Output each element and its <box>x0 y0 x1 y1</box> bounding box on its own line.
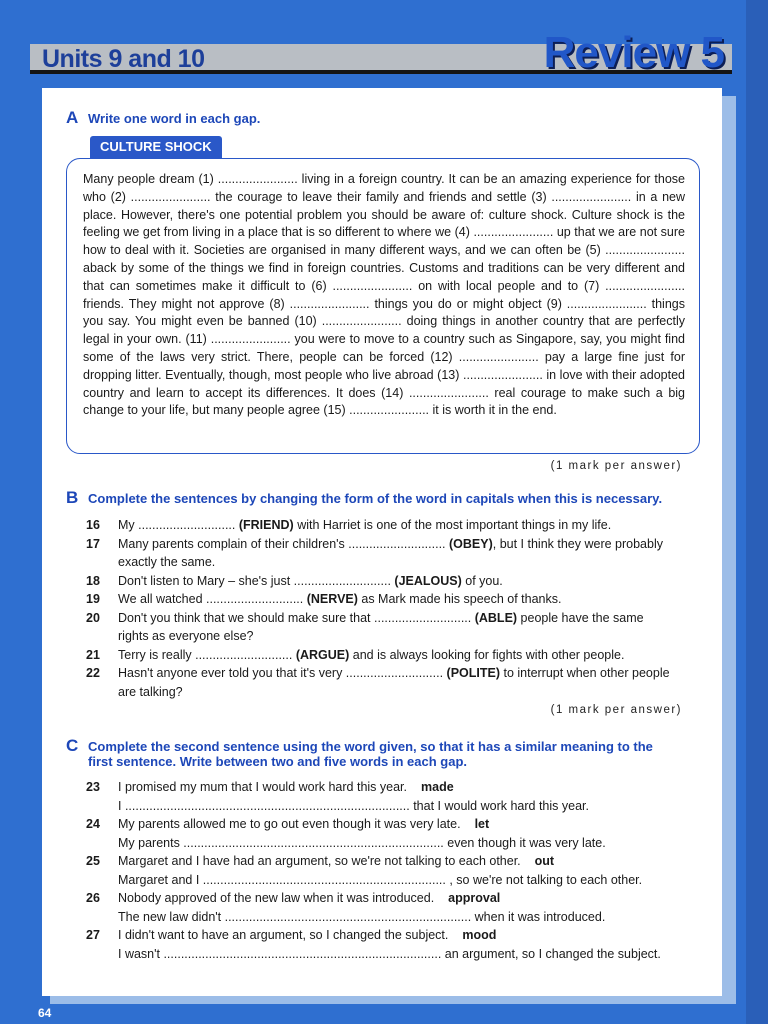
first-sentence: My parents allowed me to go out even though it was very late. <box>118 817 461 831</box>
transformation-item <box>86 815 676 852</box>
first-sentence-line <box>118 778 676 797</box>
page-shadow-bottom <box>50 996 736 1004</box>
section-c-heading <box>66 736 706 769</box>
section-c-items <box>86 778 676 963</box>
item-sentence <box>118 590 676 609</box>
first-sentence-line <box>118 852 676 871</box>
sentence-start: We all watched ............................ <box>118 592 307 606</box>
sentence-end: with Harriet is one of the most important things in my life. <box>293 518 612 532</box>
item-sentence <box>118 516 676 535</box>
page-number: 64 <box>38 1006 52 1020</box>
item-number: 21 <box>86 647 100 662</box>
exercise-item <box>86 590 676 609</box>
item-number: 17 <box>86 536 100 551</box>
passage-title-tab: CULTURE SHOCK <box>90 136 222 158</box>
item-number: 24 <box>86 817 100 831</box>
capital-word: (POLITE) <box>446 666 500 680</box>
item-sentence <box>118 535 676 572</box>
item-sentence <box>118 664 676 701</box>
capital-word: (FRIEND) <box>238 518 294 532</box>
first-sentence: I didn't want to have an argument, so I changed the subject. <box>118 928 449 942</box>
page-shadow-right <box>722 96 736 998</box>
key-word: out <box>534 854 555 868</box>
section-b-heading <box>66 488 662 508</box>
second-sentence: I .................................................................................. that I would work hard this year. <box>118 798 589 813</box>
item-body <box>118 815 676 852</box>
sentence-start: Don't listen to Mary – she's just ............................ <box>118 573 395 588</box>
first-sentence: Nobody approved of the new law when it was introduced. <box>118 891 435 905</box>
sentence-start: Don't you think that we should make sure that ............................ <box>118 610 475 625</box>
sentence-end: of you. <box>461 573 503 588</box>
capital-word: (OBEY) <box>449 536 493 551</box>
section-b-items <box>86 516 676 701</box>
item-body <box>118 852 676 889</box>
sentence-end: people have the same rights as everyone else? <box>118 610 644 643</box>
key-word: made <box>421 780 454 794</box>
section-c-letter: C <box>66 736 79 755</box>
exercise-item <box>86 609 676 646</box>
first-sentence: I promised my mum that I would work hard this year. <box>118 780 407 794</box>
exercise-item <box>86 535 676 572</box>
item-number: 20 <box>86 610 100 625</box>
item-sentence <box>118 646 676 665</box>
item-number: 22 <box>86 666 100 680</box>
section-a-instruction: Write one word in each gap. <box>88 111 261 126</box>
item-number: 23 <box>86 780 100 794</box>
item-body <box>118 889 676 926</box>
sentence-end: to interrupt when other people are talking? <box>118 666 670 699</box>
passage-text: Many people dream (1) ....................... living in a foreign country. It can be an amazing experience for those who (2) ....................... the courage to leave their family and friends and settle (3) ....................... in a new place. However, there's one potential problem you should be aware of: culture shock. Culture shock is the feeling we get from living in a place that is so different to where we (4) ....................... up that we are not sure how to deal with it. Societies are organised in many different ways, and we can often be (5) ....................... aback by some of the things we find in foreign countries. Customs and traditions can be very different and that can sometimes make it difficult to (6) ....................... on with local people and to (7) ....................... friends. They might not approve (8) ....................... things you do or might object (9) ....................... things you say. You might even be banned (10) ....................... doing things in another country that are perfectly legal in your own. (11) ....................... you were to move to a country such as Singapore, say, you might find some of the laws very strict. There, people can be forced (12) ....................... pay a large fine just for dropping litter. Eventually, though, most people who live abroad (13) ....................... in love with their adopted country and learn to accept its differences. It does (14) ....................... real courage to make such a big change to your life, but many people agree (15) ....................... it is worth it in the end. <box>83 172 685 418</box>
second-sentence: I wasn't ................................................................................ an argument, so I changed the subject. <box>118 946 661 961</box>
transformation-item <box>86 926 676 963</box>
section-c-instruction: Complete the second sentence using the word given, so that it has a similar meaning to the first sentence. Write between two and five words in each gap. <box>88 739 653 769</box>
sentence-start: Hasn't anyone ever told you that it's very ............................ <box>118 666 447 680</box>
item-number: 16 <box>86 518 100 532</box>
item-sentence <box>118 609 676 646</box>
second-sentence: The new law didn't ....................................................................... when it was introduced. <box>118 909 606 924</box>
passage-box <box>66 158 700 454</box>
right-edge-strip <box>746 0 768 1024</box>
review-title: Review 5 <box>543 28 724 77</box>
item-number: 26 <box>86 891 100 905</box>
item-number: 18 <box>86 573 100 588</box>
capital-word: (NERVE) <box>306 592 358 606</box>
item-body <box>118 926 676 963</box>
transformation-item <box>86 778 676 815</box>
first-sentence: Margaret and I have had an argument, so we're not talking to each other. <box>118 854 521 868</box>
section-a-heading <box>66 108 260 128</box>
section-a-letter: A <box>66 108 79 127</box>
item-sentence <box>118 572 676 591</box>
exercise-item <box>86 516 676 535</box>
exercise-item <box>86 572 676 591</box>
sentence-start: Many parents complain of their children's ............................ <box>118 536 449 551</box>
item-number: 27 <box>86 928 100 942</box>
exercise-item <box>86 646 676 665</box>
section-b-letter: B <box>66 488 79 507</box>
unit-title: Units 9 and 10 <box>42 45 205 73</box>
first-sentence-line <box>118 926 676 945</box>
sentence-end: and is always looking for fights with other people. <box>349 647 625 662</box>
section-a-marks: (1 mark per answer) <box>550 460 682 472</box>
first-sentence-line <box>118 889 676 908</box>
capital-word: (ABLE) <box>474 610 518 625</box>
transformation-item <box>86 889 676 926</box>
sentence-end: , but I think they were probably exactly the same. <box>118 536 663 569</box>
second-sentence: My parents ........................................................................... even though it was very late. <box>118 835 606 850</box>
sentence-end: as Mark made his speech of thanks. <box>357 592 562 606</box>
transformation-item <box>86 852 676 889</box>
item-number: 25 <box>86 854 100 868</box>
key-word: mood <box>462 928 497 942</box>
key-word: let <box>474 817 490 831</box>
first-sentence-line <box>118 815 676 834</box>
section-b-marks: (1 mark per answer) <box>550 704 682 716</box>
capital-word: (ARGUE) <box>295 647 350 662</box>
sentence-start: Terry is really ............................ <box>118 647 296 662</box>
item-body <box>118 778 676 815</box>
item-number: 19 <box>86 592 100 606</box>
capital-word: (JEALOUS) <box>394 573 462 588</box>
sentence-start: My ............................ <box>118 518 239 532</box>
second-sentence: Margaret and I ...................................................................... , so we're not talking to each other. <box>118 872 643 887</box>
exercise-item <box>86 664 676 701</box>
section-b-instruction: Complete the sentences by changing the form of the word in capitals when this is necessary. <box>88 491 663 506</box>
key-word: approval <box>448 891 501 905</box>
